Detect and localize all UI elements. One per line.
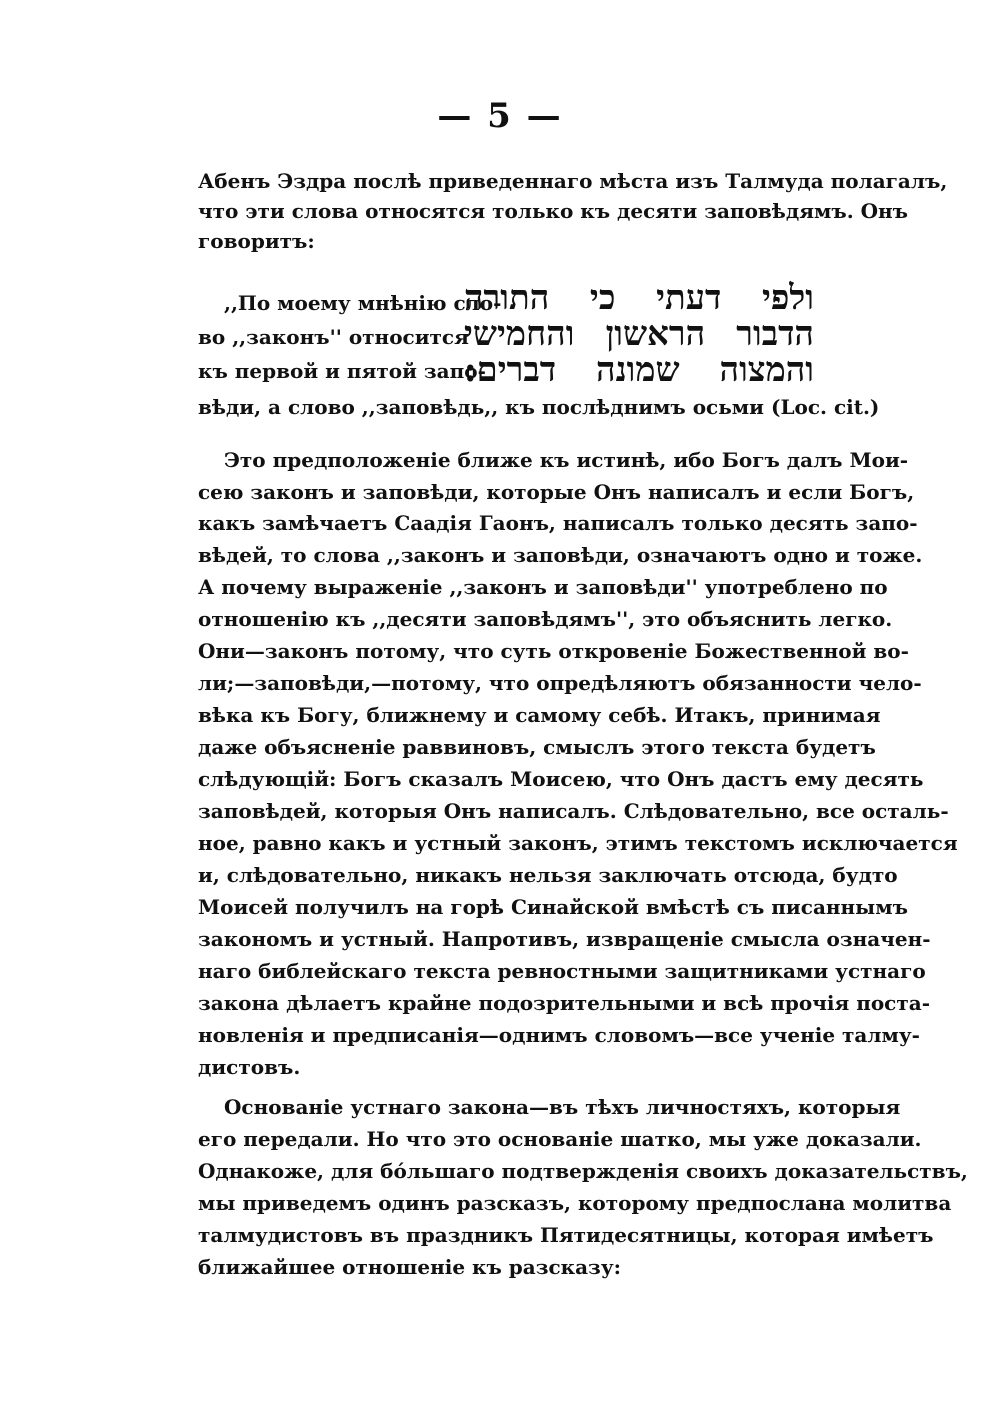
text-line: Моисей получилъ на горѣ Синайской вмѣстѣ съ писаннымъ [198, 895, 908, 919]
hebrew-quote-line: הדבור הראשון והחמישי [464, 314, 814, 354]
text-line: отношенію къ ,,десяти заповѣдямъ'', это объяснить легко. [198, 607, 893, 631]
quote-russian-line: во ,,законъ'' относится [198, 325, 469, 349]
text-line: А почему выраженіе ,,законъ и заповѣди'' употреблено по [198, 575, 888, 599]
text-line: говоритъ: [198, 229, 315, 253]
hebrew-quote-line: ולפי דעתי כי התורה [464, 278, 814, 318]
text-line: вѣдей, то слова ,,законъ и заповѣди, означаютъ одно и тоже. [198, 543, 923, 567]
text-line: вѣка къ Богу, ближнему и самому себѣ. Итакъ, принимая [198, 703, 881, 727]
text-line: и, слѣдовательно, никакъ нельзя заключать отсюда, будто [198, 863, 898, 887]
text-line: какъ замѣчаетъ Саадія Гаонъ, написалъ только десять запо- [198, 511, 918, 535]
page-number: — 5 — [437, 96, 563, 136]
text-line: ное, равно какъ и устный законъ, этимъ текстомъ исключается [198, 831, 958, 855]
text-line: даже объясненіе раввиновъ, смыслъ этого текста будетъ [198, 735, 876, 759]
text-line: закономъ и устный. Напротивъ, извращеніе смысла означен- [198, 927, 931, 951]
quote-russian-line: ,,По моему мнѣнію сло- [224, 291, 502, 315]
text-line: что эти слова относятся только къ десяти заповѣдямъ. Онъ [198, 199, 909, 223]
text-line: ближайшее отношеніе къ разсказу: [198, 1255, 622, 1279]
text-line: слѣдующій: Богъ сказалъ Моисею, что Онъ дастъ ему десять [198, 767, 924, 791]
text-line: Однакоже, для бо́льшаго подтвержденія своихъ доказательствъ, [198, 1159, 968, 1183]
text-line: Абенъ Эздра послѣ приведеннаго мѣста изъ Талмуда полагалъ, [198, 169, 948, 193]
text-line: дистовъ. [198, 1055, 301, 1079]
hebrew-quote-line: והמצוה שמונה דברים: [464, 350, 814, 390]
text-line: новленія и предписанія—однимъ словомъ—все ученіе талму- [198, 1023, 920, 1047]
text-line: талмудистовъ въ праздникъ Пятидесятницы, которая имѣетъ [198, 1223, 934, 1247]
text-line: Они—законъ потому, что суть откровеніе Божественной во- [198, 639, 909, 663]
quote-russian-line: къ первой и пятой запо- [198, 359, 486, 383]
text-line: Это предположеніе ближе къ истинѣ, ибо Богъ далъ Мои- [224, 448, 909, 472]
text-line: наго библейскаго текста ревностными защитниками устнаго [198, 959, 926, 983]
text-line: сею законъ и заповѣди, которые Онъ написалъ и если Богъ, [198, 480, 915, 504]
text-line: Основаніе устнаго закона—въ тѣхъ личностяхъ, которыя [224, 1095, 901, 1119]
text-line: закона дѣлаетъ крайне подозрительными и всѣ прочія поста- [198, 991, 931, 1015]
quote-closing-line: вѣди, а слово ,,заповѣдь,, къ послѣднимъ осьми (Loc. cit.) [198, 395, 880, 419]
text-line: заповѣдей, которыя Онъ написалъ. Слѣдовательно, все осталь- [198, 799, 949, 823]
text-line: мы приведемъ одинъ разсказъ, которому предпослана молитва [198, 1191, 952, 1215]
text-line: ли;—заповѣди,—потому, что опредѣляютъ обязанности чело- [198, 671, 922, 695]
text-line: его передали. Но что это основаніе шатко, мы уже доказали. [198, 1127, 922, 1151]
